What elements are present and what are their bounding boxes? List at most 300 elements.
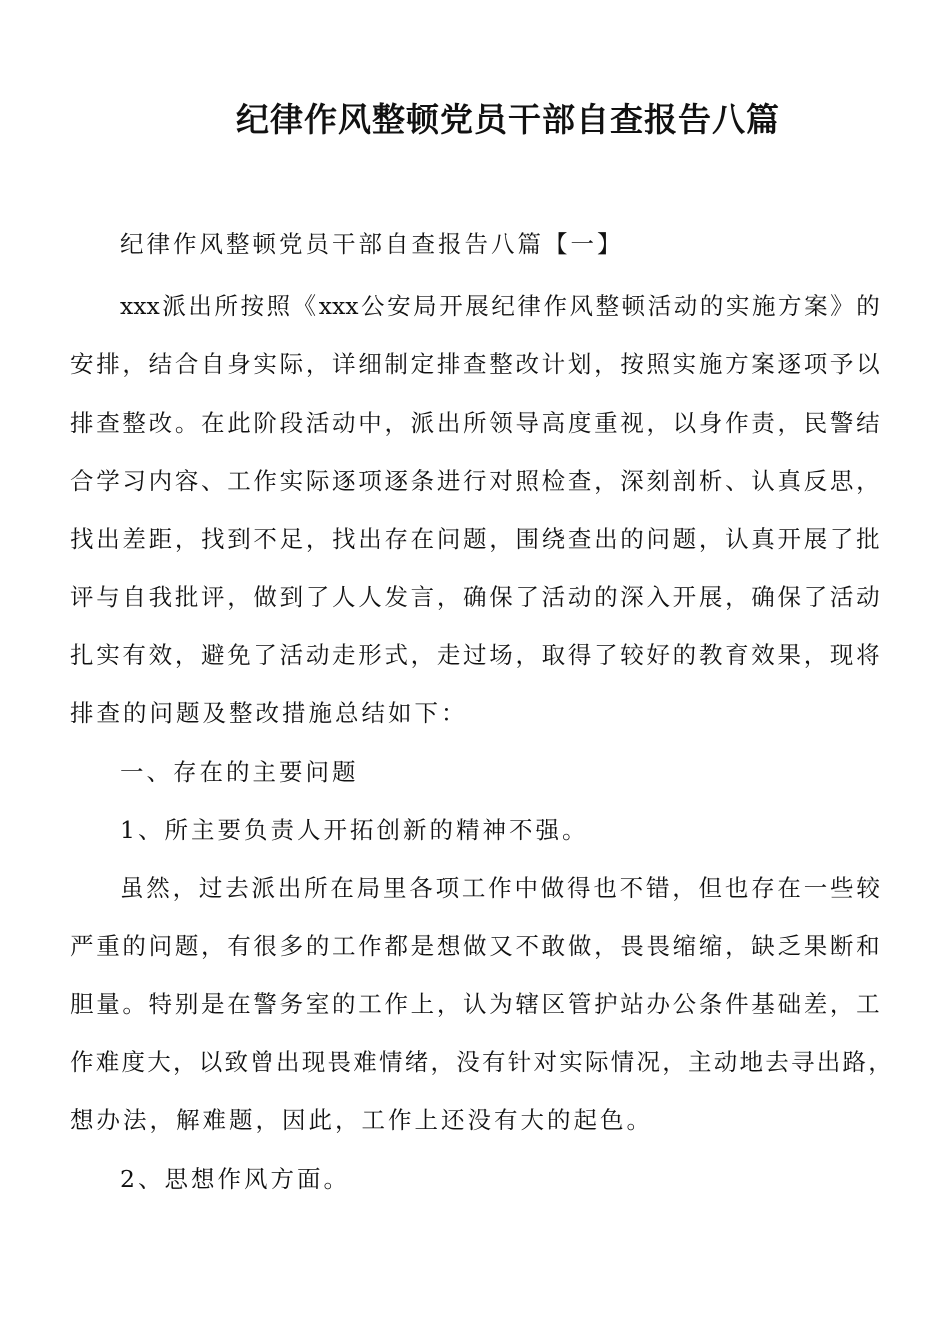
text-glyph: 有 bbox=[482, 1048, 506, 1076]
text-glyph: 纪 bbox=[491, 292, 515, 320]
text-glyph: ， bbox=[174, 641, 199, 669]
text-glyph: 存 bbox=[384, 525, 408, 553]
text-glyph: 在 bbox=[201, 409, 225, 437]
text-glyph: ， bbox=[829, 990, 854, 1018]
text-glyph: 习 bbox=[122, 467, 146, 495]
text-glyph: 划 bbox=[567, 350, 592, 378]
text-glyph: 的 bbox=[699, 292, 724, 320]
text-glyph: 安 bbox=[387, 292, 411, 320]
text-glyph: 作 bbox=[725, 409, 749, 437]
text-glyph: 的 bbox=[594, 583, 618, 611]
text-glyph: 畏 bbox=[646, 932, 670, 960]
text-glyph: 不 bbox=[253, 525, 277, 553]
text-glyph: 曾 bbox=[250, 1048, 274, 1076]
text-glyph: ， bbox=[489, 525, 513, 553]
text-glyph: 难 bbox=[95, 1048, 120, 1076]
text-glyph: 展 bbox=[698, 583, 723, 611]
text-glyph: 一 bbox=[803, 874, 828, 902]
text-glyph: 工 bbox=[227, 467, 251, 495]
text-glyph: 出 bbox=[436, 409, 461, 437]
text-glyph: 高 bbox=[541, 409, 566, 437]
text-glyph: 评 bbox=[201, 583, 225, 611]
paragraph-line bbox=[70, 635, 880, 675]
text-glyph: 动 bbox=[305, 641, 330, 669]
text-glyph: 题 bbox=[463, 525, 487, 553]
text-glyph: 保 bbox=[777, 583, 801, 611]
text-glyph: 得 bbox=[567, 641, 592, 669]
text-glyph: 行 bbox=[463, 467, 487, 495]
text-glyph: 作 bbox=[253, 467, 277, 495]
text-glyph: ， bbox=[174, 525, 199, 553]
paragraph-line bbox=[70, 461, 880, 501]
text-glyph: 距 bbox=[148, 525, 173, 553]
text-glyph: 真 bbox=[777, 467, 801, 495]
text-glyph: 缺 bbox=[751, 932, 775, 960]
text-glyph: 里 bbox=[382, 874, 407, 902]
text-glyph: 施 bbox=[751, 292, 776, 320]
text-glyph: 错 bbox=[645, 874, 670, 902]
text-glyph: 作 bbox=[543, 292, 567, 320]
paragraph-line: 排查的问题及整改措施总结如下： bbox=[70, 699, 468, 727]
text-glyph: 逐 bbox=[384, 467, 408, 495]
text-glyph: 开 bbox=[672, 583, 697, 611]
text-glyph: ， bbox=[594, 467, 618, 495]
paragraph-line bbox=[70, 926, 880, 966]
text-glyph: 了 bbox=[253, 641, 277, 669]
text-glyph: 公 bbox=[361, 292, 385, 320]
text-glyph: 与 bbox=[96, 583, 120, 611]
text-glyph: 活 bbox=[541, 583, 566, 611]
text-glyph: 领 bbox=[489, 409, 513, 437]
text-glyph: 自 bbox=[122, 583, 146, 611]
text-glyph: ， bbox=[515, 641, 539, 669]
text-glyph: 问 bbox=[148, 932, 173, 960]
text-glyph: ， bbox=[201, 932, 225, 960]
text-glyph: 做 bbox=[463, 932, 487, 960]
text-glyph: 有 bbox=[227, 932, 251, 960]
text-glyph: 辖 bbox=[515, 990, 539, 1018]
text-glyph: 所 bbox=[214, 292, 238, 320]
text-glyph: 局 bbox=[356, 874, 381, 902]
text-glyph: 务 bbox=[279, 990, 304, 1018]
text-glyph: 础 bbox=[777, 990, 801, 1018]
text-glyph: 育 bbox=[725, 641, 749, 669]
text-glyph: 好 bbox=[646, 641, 670, 669]
text-glyph: 照 bbox=[515, 467, 539, 495]
text-glyph: 以 bbox=[856, 350, 880, 378]
text-glyph: 是 bbox=[201, 990, 225, 1018]
text-glyph: 警 bbox=[829, 409, 854, 437]
text-glyph: 较 bbox=[856, 874, 880, 902]
text-glyph: 整 bbox=[595, 292, 620, 320]
text-glyph: ， bbox=[384, 409, 408, 437]
text-glyph: 畏 bbox=[620, 932, 644, 960]
text-glyph: 析 bbox=[698, 467, 723, 495]
text-glyph: 改 bbox=[515, 350, 539, 378]
text-glyph: 动 bbox=[673, 292, 698, 320]
text-glyph: 的 bbox=[672, 641, 697, 669]
text-glyph: 量 bbox=[96, 990, 120, 1018]
document-title: 纪律作风整顿党员干部自查报告八篇 bbox=[236, 100, 780, 139]
text-glyph: 律 bbox=[517, 292, 541, 320]
text-glyph: 。 bbox=[174, 409, 199, 437]
text-glyph: 责 bbox=[751, 409, 775, 437]
text-glyph: 敢 bbox=[541, 932, 566, 960]
text-glyph: 发 bbox=[384, 583, 408, 611]
text-glyph: 所 bbox=[304, 874, 328, 902]
text-glyph: 重 bbox=[96, 932, 120, 960]
text-glyph: 展 bbox=[465, 292, 489, 320]
text-glyph: 了 bbox=[803, 583, 828, 611]
text-glyph: 没 bbox=[456, 1048, 480, 1076]
text-glyph: 作 bbox=[358, 932, 382, 960]
text-glyph: 的 bbox=[856, 292, 880, 320]
text-glyph: 作 bbox=[488, 874, 512, 902]
text-glyph: 出 bbox=[277, 874, 302, 902]
text-glyph: 动 bbox=[856, 583, 880, 611]
text-glyph: 中 bbox=[358, 409, 382, 437]
text-glyph: 缩 bbox=[672, 932, 697, 960]
text-glyph: 际 bbox=[305, 467, 330, 495]
text-glyph: 办 bbox=[646, 990, 670, 1018]
text-glyph: ， bbox=[725, 583, 749, 611]
text-glyph: 出 bbox=[188, 292, 212, 320]
text-glyph: 实 bbox=[96, 641, 120, 669]
text-glyph: 找 bbox=[332, 525, 356, 553]
paragraph-line bbox=[120, 286, 880, 326]
text-glyph: 派 bbox=[162, 292, 186, 320]
text-glyph: 围 bbox=[515, 525, 539, 553]
text-glyph: 虽 bbox=[120, 874, 144, 902]
text-glyph: 路 bbox=[842, 1048, 866, 1076]
text-glyph: 足 bbox=[279, 525, 304, 553]
text-glyph: 了 bbox=[594, 641, 618, 669]
text-glyph: 段 bbox=[279, 409, 304, 437]
text-glyph: 扎 bbox=[70, 641, 94, 669]
text-glyph: ， bbox=[856, 467, 880, 495]
text-glyph: 以 bbox=[198, 1048, 223, 1076]
text-glyph: 方 bbox=[778, 292, 802, 320]
text-glyph: 件 bbox=[725, 990, 749, 1018]
text-glyph: 查 bbox=[567, 467, 592, 495]
text-glyph: 作 bbox=[70, 1048, 94, 1076]
text-glyph: 阶 bbox=[253, 409, 277, 437]
text-glyph: 又 bbox=[489, 932, 513, 960]
text-glyph: 顿 bbox=[621, 292, 646, 320]
text-glyph: 活 bbox=[829, 583, 854, 611]
text-glyph: 内 bbox=[148, 467, 173, 495]
text-glyph: 工 bbox=[856, 990, 880, 1018]
text-glyph: 情 bbox=[379, 1048, 403, 1076]
text-glyph: 工 bbox=[332, 932, 356, 960]
text-glyph: 派 bbox=[251, 874, 275, 902]
text-glyph: 实 bbox=[559, 1048, 583, 1076]
text-glyph: ， bbox=[803, 641, 828, 669]
paragraph-line bbox=[70, 984, 880, 1024]
text-glyph: 去 bbox=[225, 874, 249, 902]
text-glyph: 况 bbox=[636, 1048, 660, 1076]
text-glyph: 人 bbox=[358, 583, 382, 611]
text-glyph: 了 bbox=[829, 525, 854, 553]
text-glyph: 批 bbox=[174, 583, 199, 611]
text-glyph: 站 bbox=[620, 990, 644, 1018]
text-glyph: 此 bbox=[227, 409, 251, 437]
text-glyph: xxx bbox=[120, 292, 160, 320]
text-glyph: ， bbox=[122, 350, 146, 378]
text-glyph: 场 bbox=[489, 641, 513, 669]
text-glyph: 各 bbox=[409, 874, 433, 902]
text-glyph: 风 bbox=[569, 292, 594, 320]
text-glyph: 局 bbox=[413, 292, 437, 320]
text-glyph: 情 bbox=[610, 1048, 635, 1076]
text-glyph: 剖 bbox=[672, 467, 697, 495]
section-heading: 一、存在的主要问题 bbox=[120, 758, 359, 786]
text-glyph: 现 bbox=[829, 641, 854, 669]
text-glyph: 实 bbox=[672, 350, 697, 378]
text-glyph: 身 bbox=[227, 350, 251, 378]
text-glyph: 乏 bbox=[777, 932, 801, 960]
text-glyph: 作 bbox=[384, 990, 408, 1018]
text-glyph: 警 bbox=[253, 990, 277, 1018]
text-glyph: 过 bbox=[463, 641, 487, 669]
text-glyph: 深 bbox=[620, 583, 644, 611]
text-glyph: 果 bbox=[803, 932, 828, 960]
text-glyph: 对 bbox=[533, 1048, 557, 1076]
text-glyph: 题 bbox=[672, 525, 697, 553]
text-glyph: 到 bbox=[227, 525, 251, 553]
paragraph-line bbox=[70, 403, 880, 443]
paragraph-line: 想办法，解难题，因此，工作上还没有大的起色。 bbox=[70, 1106, 653, 1134]
text-glyph: 的 bbox=[122, 932, 146, 960]
text-glyph: 确 bbox=[751, 583, 775, 611]
paragraph-line bbox=[70, 577, 880, 617]
text-glyph: 动 bbox=[713, 1048, 738, 1076]
text-glyph: 公 bbox=[672, 990, 697, 1018]
text-glyph: 将 bbox=[856, 641, 880, 669]
text-glyph: 的 bbox=[305, 932, 330, 960]
text-glyph: 护 bbox=[594, 990, 618, 1018]
text-glyph: 结 bbox=[856, 409, 880, 437]
text-glyph: 深 bbox=[620, 467, 644, 495]
text-glyph: 问 bbox=[436, 525, 461, 553]
text-glyph: 出 bbox=[594, 525, 618, 553]
text-glyph: 检 bbox=[541, 467, 566, 495]
text-glyph: 度 bbox=[567, 409, 592, 437]
text-glyph: 改 bbox=[148, 409, 173, 437]
text-glyph: 活 bbox=[279, 641, 304, 669]
text-glyph: 都 bbox=[384, 932, 408, 960]
text-glyph: 效 bbox=[751, 641, 775, 669]
text-glyph: 在 bbox=[227, 990, 251, 1018]
text-glyph: 逐 bbox=[777, 350, 801, 378]
text-glyph: 学 bbox=[96, 467, 120, 495]
text-glyph: 区 bbox=[541, 990, 566, 1018]
text-glyph: 找 bbox=[70, 525, 94, 553]
text-glyph: 过 bbox=[198, 874, 223, 902]
text-glyph: 认 bbox=[725, 525, 749, 553]
text-glyph: 了 bbox=[305, 583, 330, 611]
text-glyph: ， bbox=[436, 990, 461, 1018]
text-glyph: 断 bbox=[829, 932, 854, 960]
text-glyph: ， bbox=[594, 932, 618, 960]
text-glyph: 整 bbox=[489, 350, 513, 378]
text-glyph: 致 bbox=[224, 1048, 248, 1076]
text-glyph: 不 bbox=[619, 874, 644, 902]
text-glyph: 活 bbox=[647, 292, 672, 320]
text-glyph: 批 bbox=[856, 525, 880, 553]
text-glyph: 详 bbox=[332, 350, 356, 378]
text-glyph: 认 bbox=[463, 990, 487, 1018]
text-glyph: 项 bbox=[358, 467, 382, 495]
text-glyph: 按 bbox=[620, 350, 644, 378]
text-glyph: 对 bbox=[489, 467, 513, 495]
text-glyph: 条 bbox=[410, 467, 435, 495]
text-glyph: 很 bbox=[253, 932, 277, 960]
text-glyph: 项 bbox=[803, 350, 828, 378]
text-glyph: 案 bbox=[804, 292, 828, 320]
text-glyph: 项 bbox=[435, 874, 460, 902]
text-glyph: 照 bbox=[646, 350, 670, 378]
text-glyph: 定 bbox=[410, 350, 435, 378]
text-glyph: 避 bbox=[201, 641, 225, 669]
text-glyph: 在 bbox=[410, 525, 435, 553]
text-glyph: 特 bbox=[148, 990, 173, 1018]
text-glyph: 所 bbox=[463, 409, 487, 437]
text-glyph: 身 bbox=[698, 409, 723, 437]
text-glyph: 实 bbox=[279, 467, 304, 495]
text-glyph: 得 bbox=[567, 874, 591, 902]
text-glyph: 排 bbox=[70, 409, 94, 437]
text-glyph: 形 bbox=[358, 641, 382, 669]
text-glyph: 容 bbox=[174, 467, 199, 495]
text-glyph: 予 bbox=[829, 350, 854, 378]
text-glyph: 主 bbox=[688, 1048, 712, 1076]
text-glyph: 进 bbox=[436, 467, 461, 495]
text-glyph: 排 bbox=[96, 350, 120, 378]
text-glyph: 做 bbox=[253, 583, 277, 611]
text-glyph: 方 bbox=[725, 350, 749, 378]
text-glyph: 绕 bbox=[541, 525, 566, 553]
text-glyph: 了 bbox=[515, 583, 539, 611]
text-glyph: 以 bbox=[672, 409, 697, 437]
text-glyph: ， bbox=[777, 409, 801, 437]
paragraph-line bbox=[70, 344, 880, 384]
text-glyph: 条 bbox=[698, 990, 723, 1018]
text-glyph: 上 bbox=[410, 990, 435, 1018]
text-glyph: 确 bbox=[463, 583, 487, 611]
paragraph-line bbox=[70, 519, 880, 559]
text-glyph: ， bbox=[410, 641, 435, 669]
text-glyph: 多 bbox=[279, 932, 304, 960]
text-glyph: 合 bbox=[70, 467, 94, 495]
text-glyph: 为 bbox=[489, 990, 513, 1018]
text-glyph: 有 bbox=[122, 641, 146, 669]
text-glyph: 现 bbox=[301, 1048, 326, 1076]
text-glyph: 出 bbox=[816, 1048, 841, 1076]
text-glyph: ， bbox=[662, 1048, 686, 1076]
text-glyph: 导 bbox=[515, 409, 539, 437]
text-glyph: 果 bbox=[777, 641, 801, 669]
text-glyph: 取 bbox=[541, 641, 566, 669]
text-glyph: 》 bbox=[830, 292, 854, 320]
text-glyph: 《 bbox=[292, 292, 317, 320]
text-glyph: 出 bbox=[96, 525, 120, 553]
subheading: 1、所主要负责人开拓创新的精神不强。 bbox=[120, 816, 589, 844]
text-glyph: 反 bbox=[803, 467, 828, 495]
text-glyph: 管 bbox=[567, 990, 592, 1018]
text-glyph: 在 bbox=[777, 874, 801, 902]
text-glyph: 和 bbox=[856, 932, 880, 960]
text-glyph: 开 bbox=[777, 525, 801, 553]
text-glyph: 重 bbox=[594, 409, 618, 437]
text-glyph: 大 bbox=[147, 1048, 171, 1076]
text-glyph: 评 bbox=[70, 583, 94, 611]
text-glyph: 室 bbox=[305, 990, 330, 1018]
text-glyph: 动 bbox=[332, 409, 356, 437]
text-glyph: 刻 bbox=[646, 467, 670, 495]
text-glyph: 安 bbox=[70, 350, 94, 378]
text-glyph: ， bbox=[172, 874, 197, 902]
text-glyph: 。 bbox=[122, 990, 146, 1018]
text-glyph: ， bbox=[173, 1048, 197, 1076]
text-glyph: 结 bbox=[148, 350, 173, 378]
text-glyph: 基 bbox=[751, 990, 775, 1018]
text-glyph: 我 bbox=[148, 583, 173, 611]
text-glyph: 难 bbox=[353, 1048, 377, 1076]
text-glyph: 入 bbox=[646, 583, 670, 611]
text-glyph: 计 bbox=[541, 350, 566, 378]
text-glyph: 活 bbox=[305, 409, 330, 437]
subheading: 2、思想作风方面。 bbox=[120, 1165, 350, 1193]
paragraph-line bbox=[120, 868, 880, 908]
text-glyph: 查 bbox=[463, 350, 487, 378]
text-glyph: 逐 bbox=[332, 467, 356, 495]
text-glyph: 出 bbox=[276, 1048, 300, 1076]
text-glyph: 合 bbox=[174, 350, 199, 378]
text-glyph: 中 bbox=[514, 874, 538, 902]
text-glyph: ， bbox=[436, 583, 461, 611]
text-glyph: 工 bbox=[358, 990, 382, 1018]
text-glyph: 问 bbox=[646, 525, 670, 553]
text-glyph: 动 bbox=[567, 583, 592, 611]
text-glyph: 度 bbox=[121, 1048, 145, 1076]
text-glyph: 民 bbox=[803, 409, 828, 437]
text-glyph: 是 bbox=[410, 932, 435, 960]
text-glyph: 去 bbox=[765, 1048, 789, 1076]
text-glyph: ， bbox=[725, 932, 749, 960]
text-glyph: 查 bbox=[567, 525, 592, 553]
text-glyph: 式 bbox=[384, 641, 408, 669]
text-glyph: 、 bbox=[725, 467, 749, 495]
text-glyph: 针 bbox=[507, 1048, 532, 1076]
text-glyph: 开 bbox=[439, 292, 463, 320]
text-glyph: 的 bbox=[332, 990, 356, 1018]
text-glyph: 做 bbox=[567, 932, 592, 960]
text-glyph: 想 bbox=[436, 932, 461, 960]
text-glyph: xxx bbox=[318, 292, 359, 320]
text-glyph: 细 bbox=[358, 350, 382, 378]
section-heading: 纪律作风整顿党员干部自查报告八篇【一】 bbox=[120, 230, 624, 258]
text-glyph: 找 bbox=[201, 525, 225, 553]
text-glyph: 视 bbox=[620, 409, 644, 437]
text-glyph: 别 bbox=[174, 990, 199, 1018]
text-glyph: 差 bbox=[803, 990, 828, 1018]
text-glyph: ， bbox=[646, 409, 670, 437]
text-glyph: 存 bbox=[751, 874, 775, 902]
text-glyph: 题 bbox=[174, 932, 199, 960]
text-glyph: 实 bbox=[253, 350, 277, 378]
text-glyph: ， bbox=[868, 1048, 892, 1076]
